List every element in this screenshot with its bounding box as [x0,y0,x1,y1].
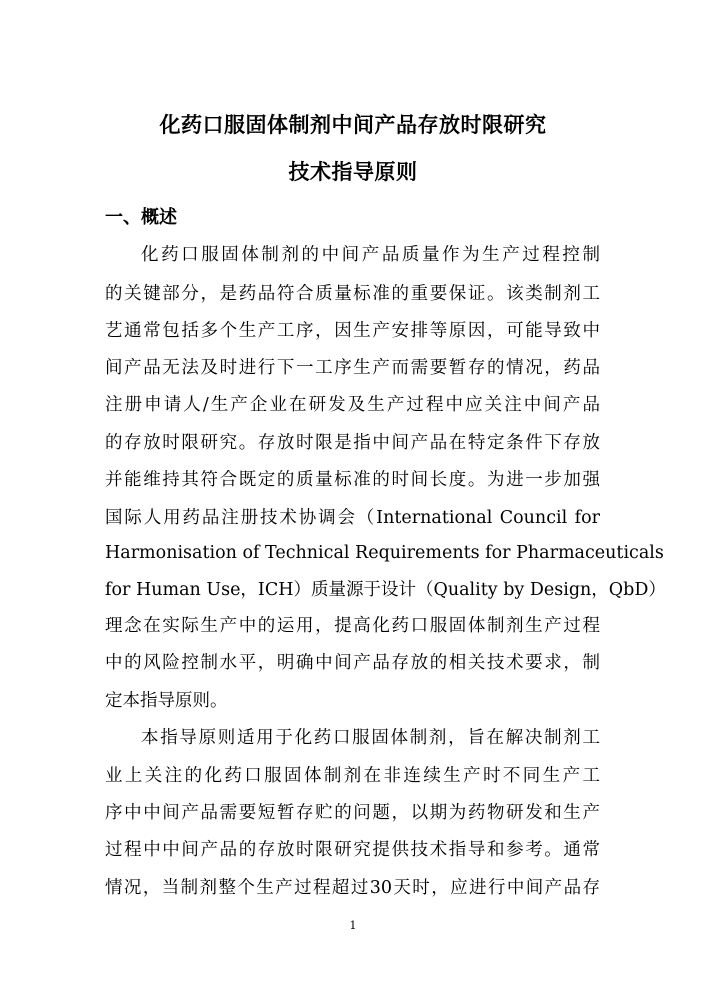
paragraph-line: 化药口服固体制剂的中间产品质量作为生产过程控制 [141,245,600,265]
paragraph-line: Harmonisation of Technical Requirements for Pharmaceuticals [105,543,664,563]
section-heading-overview: 一、概述 [105,207,177,228]
paragraph-line: for Human Use，ICH）质量源于设计（Quality by Design，QbD） [105,580,666,600]
paragraph-line: 间产品无法及时进行下一工序生产而需要暂存的情况，药品 [105,358,600,378]
paragraph-line: 本指导原则适用于化药口服固体制剂，旨在解决制剂工 [141,728,600,748]
paragraph-line: 注册申请人/生产企业在研发及生产过程中应关注中间产品 [105,395,600,415]
paragraph-line: 定本指导原则。 [105,691,228,711]
page-number: 1 [349,919,357,932]
paragraph-line: 序中中间产品需要短暂存贮的问题，以期为药物研发和生产 [105,803,600,823]
document-title-line-2: 技术指导原则 [288,159,418,184]
paragraph-line: 情况，当制剂整个生产过程超过30天时，应进行中间产品存 [105,878,600,898]
paragraph-line: 业上关注的化药口服固体制剂在非连续生产时不同生产工 [105,766,600,786]
paragraph-line: 并能维持其符合既定的质量标准的时间长度。为进一步加强 [105,470,600,490]
paragraph-line: 的关键部分，是药品符合质量标准的重要保证。该类制剂工 [105,284,600,304]
paragraph-line: 过程中中间产品的存放时限研究提供技术指导和参考。通常 [105,840,600,860]
paragraph-line: 理念在实际生产中的运用，提高化药口服固体制剂生产过程 [105,616,600,636]
paragraph-line: 艺通常包括多个生产工序，因生产安排等原因，可能导致中 [105,321,600,341]
paragraph-line: 中的风险控制水平，明确中间产品存放的相关技术要求，制 [105,653,600,673]
paragraph-line: 国际人用药品注册技术协调会（International Council for [105,508,600,528]
document-title-line-1: 化药口服固体制剂中间产品存放时限研究 [159,112,547,137]
paragraph-line: 的存放时限研究。存放时限是指中间产品在特定条件下存放 [105,433,600,453]
